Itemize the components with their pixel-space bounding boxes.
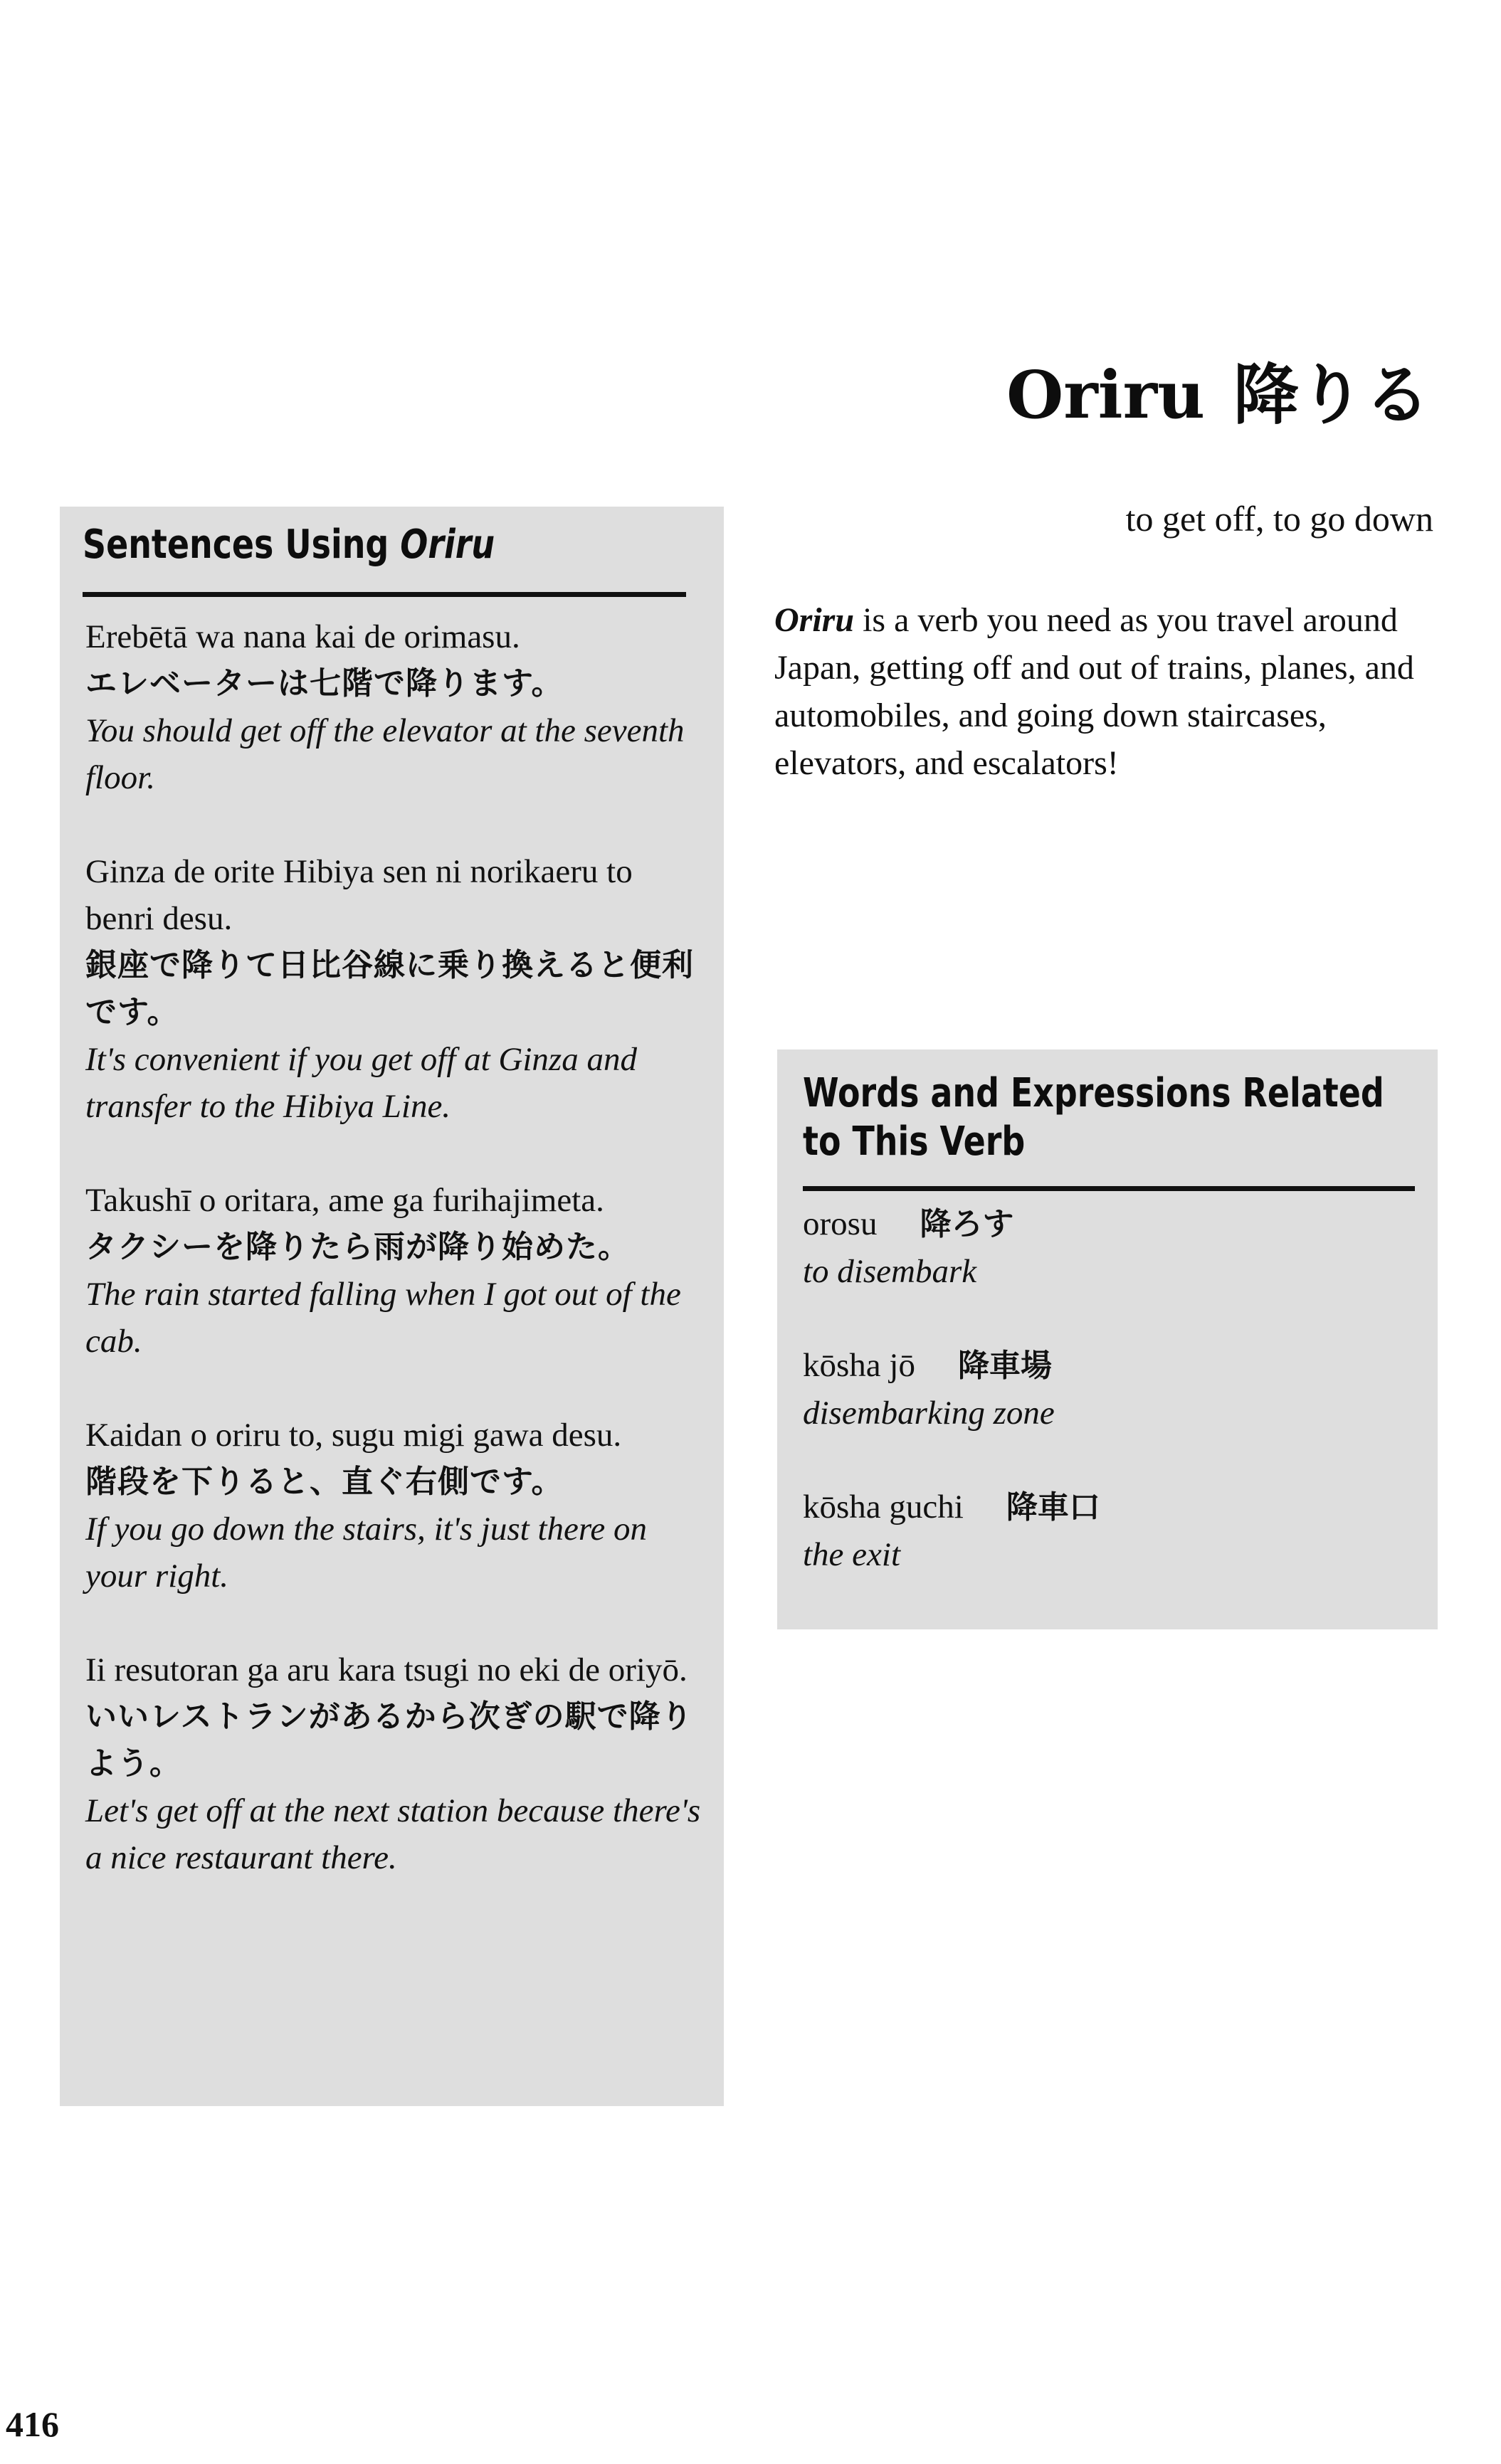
sentence-romaji: Ginza de orite Hibiya sen ni norikaeru to benri desu.: [85, 853, 633, 937]
sentence-item: [85, 848, 705, 1130]
related-meaning: to disembark: [803, 1253, 977, 1290]
related-kanji: 降車場: [957, 1348, 1052, 1384]
sentence-romaji: Ii resutoran ga aru kara tsugi no eki de oriyō.: [85, 1651, 688, 1688]
related-meaning: disembarking zone: [803, 1395, 1055, 1432]
related-term: [803, 1200, 1415, 1248]
sentence-item: [85, 613, 705, 801]
related-meaning: the exit: [803, 1536, 901, 1573]
sentence-item: [85, 1412, 705, 1600]
sentence-english: You should get off the elevator at the seventh floor.: [85, 712, 685, 796]
sentences-heading-prefix: Sentences Using: [83, 522, 401, 568]
intro-text: is a verb you need as you travel around Japan, getting off and out of trains, planes, and automobiles, and going down staircases, elevators, and escalators!: [774, 601, 1414, 782]
related-list: [803, 1200, 1415, 1625]
related-item: [803, 1484, 1415, 1578]
related-kanji: 降ろす: [920, 1206, 1014, 1242]
sentence-romaji: Erebētā wa nana kai de orimasu.: [85, 618, 520, 655]
related-item: [803, 1342, 1415, 1437]
sentence-japanese: 銀座で降りて日比谷線に乗り換えると便利です。: [85, 947, 694, 1030]
intro-paragraph: [774, 596, 1436, 787]
sentence-japanese: エレベーターは七階で降ります。: [85, 665, 564, 702]
related-item: [803, 1200, 1415, 1295]
sentence-english: It's convenient if you get off at Ginza and transfer to the Hibiya Line.: [85, 1041, 637, 1125]
sentence-english: The rain started falling when I got out of the cab.: [85, 1276, 681, 1360]
related-romaji: kōsha guchi: [803, 1489, 964, 1526]
verb-kanji: 降りる: [1233, 356, 1430, 433]
sentence-english: Let's get off at the next station because there's a nice restaurant there.: [85, 1792, 701, 1876]
related-kanji: 降車口: [1006, 1489, 1100, 1526]
verb-title: [1006, 356, 1430, 433]
related-romaji: orosu: [803, 1205, 878, 1242]
sentence-romaji: Kaidan o oriru to, sugu migi gawa desu.: [85, 1417, 622, 1454]
sentence-japanese: タクシーを降りたら雨が降り始めた。: [85, 1229, 630, 1265]
sentence-japanese: 階段を下りると、直ぐ右側です。: [85, 1464, 564, 1500]
page-number: 416: [6, 2404, 59, 2444]
verb-meaning: to get off, to go down: [1125, 499, 1433, 539]
sentence-item: [85, 1177, 705, 1365]
sentences-box: [60, 507, 724, 2106]
heading-rule: [803, 1186, 1415, 1191]
related-term: [803, 1342, 1415, 1390]
sentence-item: [85, 1646, 705, 1881]
related-romaji: kōsha jō: [803, 1347, 915, 1384]
related-words-box: [777, 1049, 1438, 1629]
intro-verb: Oriru: [774, 601, 855, 639]
related-term: [803, 1484, 1415, 1531]
sentence-english: If you go down the stairs, it's just there on your right.: [85, 1511, 648, 1595]
sentence-japanese: いいレストランがあるから次ぎの駅で降りよう。: [85, 1698, 693, 1782]
sentences-heading: [83, 521, 495, 569]
verb-romaji: Oriru: [1006, 356, 1205, 433]
heading-rule: [83, 592, 686, 597]
sentences-heading-verb: Oriru: [400, 522, 495, 568]
related-heading: Words and Expressions Related to This Verb: [803, 1070, 1384, 1165]
sentence-romaji: Takushī o oritara, ame ga furihajimeta.: [85, 1182, 604, 1219]
sentence-list: [85, 613, 705, 1928]
